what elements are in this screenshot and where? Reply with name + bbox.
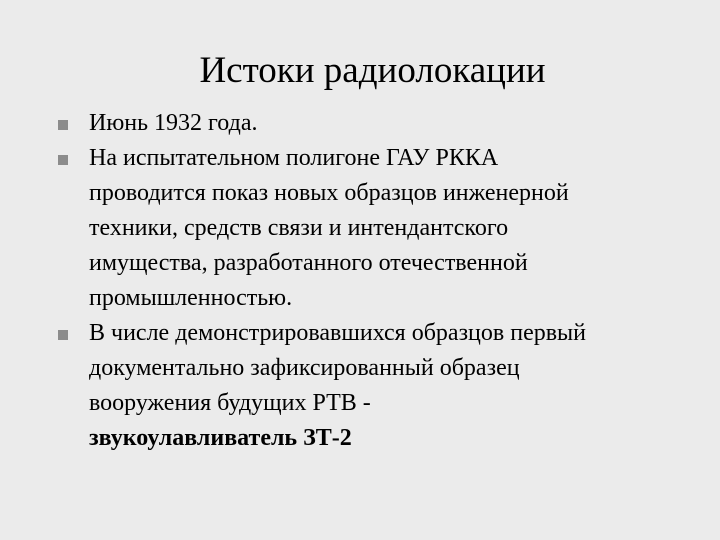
- bullet-text-line: имущества, разработанного отечественной: [89, 250, 528, 276]
- bullet-text-line: Июнь 1932 года.: [89, 110, 258, 136]
- square-bullet-icon: [58, 120, 68, 130]
- bullet-text-line: промышленностью.: [89, 285, 293, 311]
- bullet-text-line: На испытательном полигоне ГАУ РККА: [89, 145, 499, 171]
- bullet-text-line-bold: звукоулавливатель ЗТ-2: [89, 425, 352, 451]
- bullet-text-line: документально зафиксированный образец: [89, 355, 520, 381]
- bullet-item-date: [56, 106, 696, 141]
- square-bullet-icon: [58, 330, 68, 340]
- bullet-list: [56, 106, 696, 456]
- bullet-text-line: вооружения будущих РТВ -: [89, 390, 371, 416]
- bullet-text-line: техники, средств связи и интендантского: [89, 215, 509, 241]
- slide-title: Истоки радиолокации: [199, 50, 546, 91]
- bullet-item-demonstration: [56, 141, 696, 316]
- square-bullet-icon: [58, 155, 68, 165]
- bullet-text-line: В числе демонстрировавшихся образцов первый: [89, 320, 587, 346]
- bullet-text-line: проводится показ новых образцов инженерной: [89, 180, 569, 206]
- bullet-item-first-sample: [56, 316, 696, 456]
